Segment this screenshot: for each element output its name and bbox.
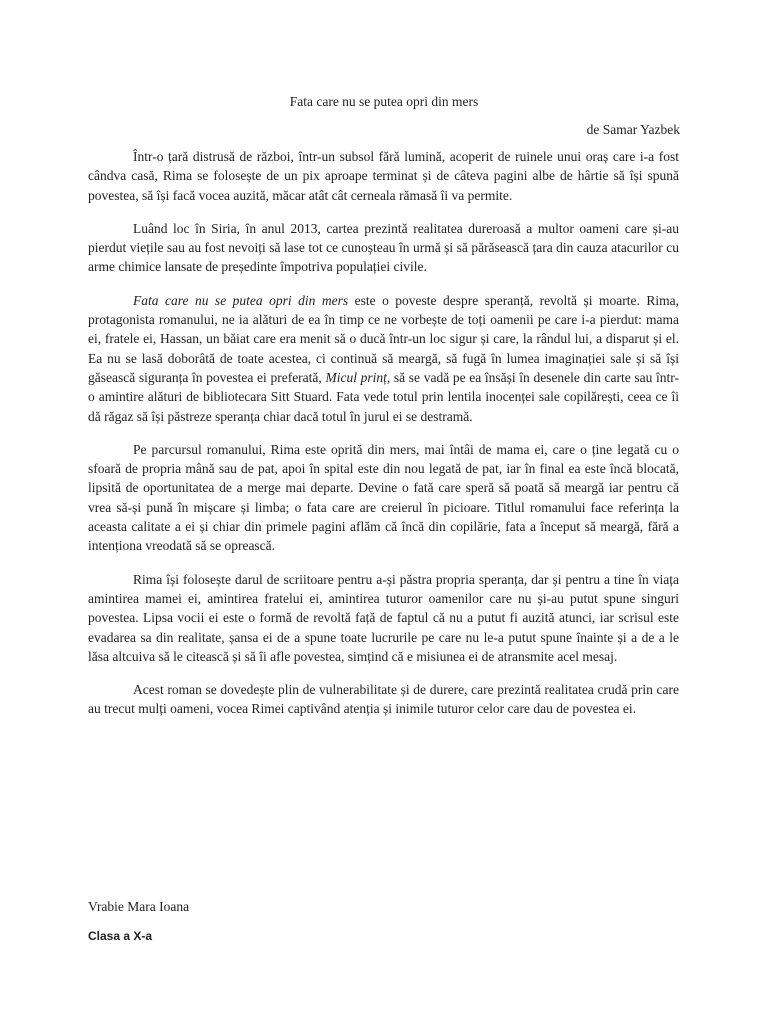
document-title: Fata care nu se putea opri din mers <box>289 94 479 109</box>
paragraph-text: Într-o țară distrusă de război, într-un subsol fără lumină, acoperit de ruinele unui oraș care i-a fost cândva casă, Rima se folosește de un pix aproape terminat și de câteva pagini albe de hârtie să își spună povestea, să își facă vocea auzită, măcar atât cât cerneala rămasă îi va permite. <box>88 149 679 203</box>
paragraph-text: este o poveste despre speranță, revoltă și moarte. Rima, protagonista romanului, ne ia alături de ea în timp ce ne vorbește de toți oamenii pe care i-a pierdut: mama ei, fratele ei, Hassan, un băiat care era menit să o ducă într-un loc sigur și care, la rândul lui, a disparut și el. Ea nu se lasă doborâtă de toate acestea, ci continuă să meargă, să fugă în lumea imaginației sale și să își găsească siguranța în povestea ei preferată, <box>88 292 679 385</box>
paragraph-1 <box>88 147 679 205</box>
book-title-italic: Fata care nu se putea opri din mers <box>133 292 349 308</box>
paragraph-text: Luând loc în Siria, în anul 2013, cartea prezintă realitatea dureroasă a multor oameni care și-au pierdut viețile sau au fost nevoiți să lase tot ce cunoșteau în urmă și să părăsească țara din cauza atacurilor cu arme chimice lansate de președinte împotriva populației civile. <box>88 220 679 275</box>
paragraph-2 <box>88 219 679 277</box>
paragraph-text: , să se vadă pe ea însăși în desenele din carte sau într-o amintire alături de bibliotecara Sitt Stuard. Fata vede totul prin lentila inocenței sale copilărești, ceea ce îi dă răgaz să își păstreze speranța chiar dacă totul în jurul ei se destramă. <box>88 369 679 424</box>
class-label: Clasa a X-a <box>88 929 153 943</box>
paragraph-text: Pe parcursul romanului, Rima este oprită din mers, mai întâi de mama ei, care o ține legată cu o sfoară de propria mână sau de pat, apoi în spital este din nou legată de pat, iar în final ea este încă blocată, lipsită de oportunitatea de a merge mai departe. Devine o fată care speră să poată să meargă iar pentru că vrea să-și pună în mișcare și limba; o fata care are creierul în picioare. Titlul romanului face referința la aceasta calitate a ei și chiar din primele pagini aflăm că încă din copilărie, fata a început să meargă, fără a intenționa vreodată să se oprească. <box>88 441 679 554</box>
paragraph-5 <box>88 570 679 666</box>
author-signature: Vrabie Mara Ioana <box>88 899 190 914</box>
paragraph-6 <box>88 680 679 719</box>
book-reference-italic: Micul prinț <box>325 369 387 385</box>
paragraph-4 <box>88 440 679 556</box>
document-author: de Samar Yazbek <box>586 122 680 137</box>
document-body <box>88 147 679 733</box>
paragraph-text: Rima își folosește darul de scriitoare pentru a-și păstra propria speranța, dar și pentru a tine în viața amintirea mamei ei, amintirea fratelui ei, amintirea tuturor oamenilor care nu și-au putut spune singuri povestea. Lipsa vocii ei este o formă de revoltă față de faptul că nu a putut fi auzită atunci, iar scrisul este evadarea sa din realitate, șansa ei de a spune toate lucrurile pe care nu le-a putut spune înainte și a de a le lăsa altcuiva să le citească și să îi afle povestea, simțind că e misiunea ei de atransmite acel mesaj. <box>88 571 679 664</box>
paragraph-3 <box>88 291 679 426</box>
paragraph-text: Acest roman se dovedește plin de vulnerabilitate și de durere, care prezintă realitatea crudă prin care au trecut mulți oameni, vocea Rimei captivând atenția și inimile tuturor celor care dau de povestea ei. <box>88 682 679 717</box>
